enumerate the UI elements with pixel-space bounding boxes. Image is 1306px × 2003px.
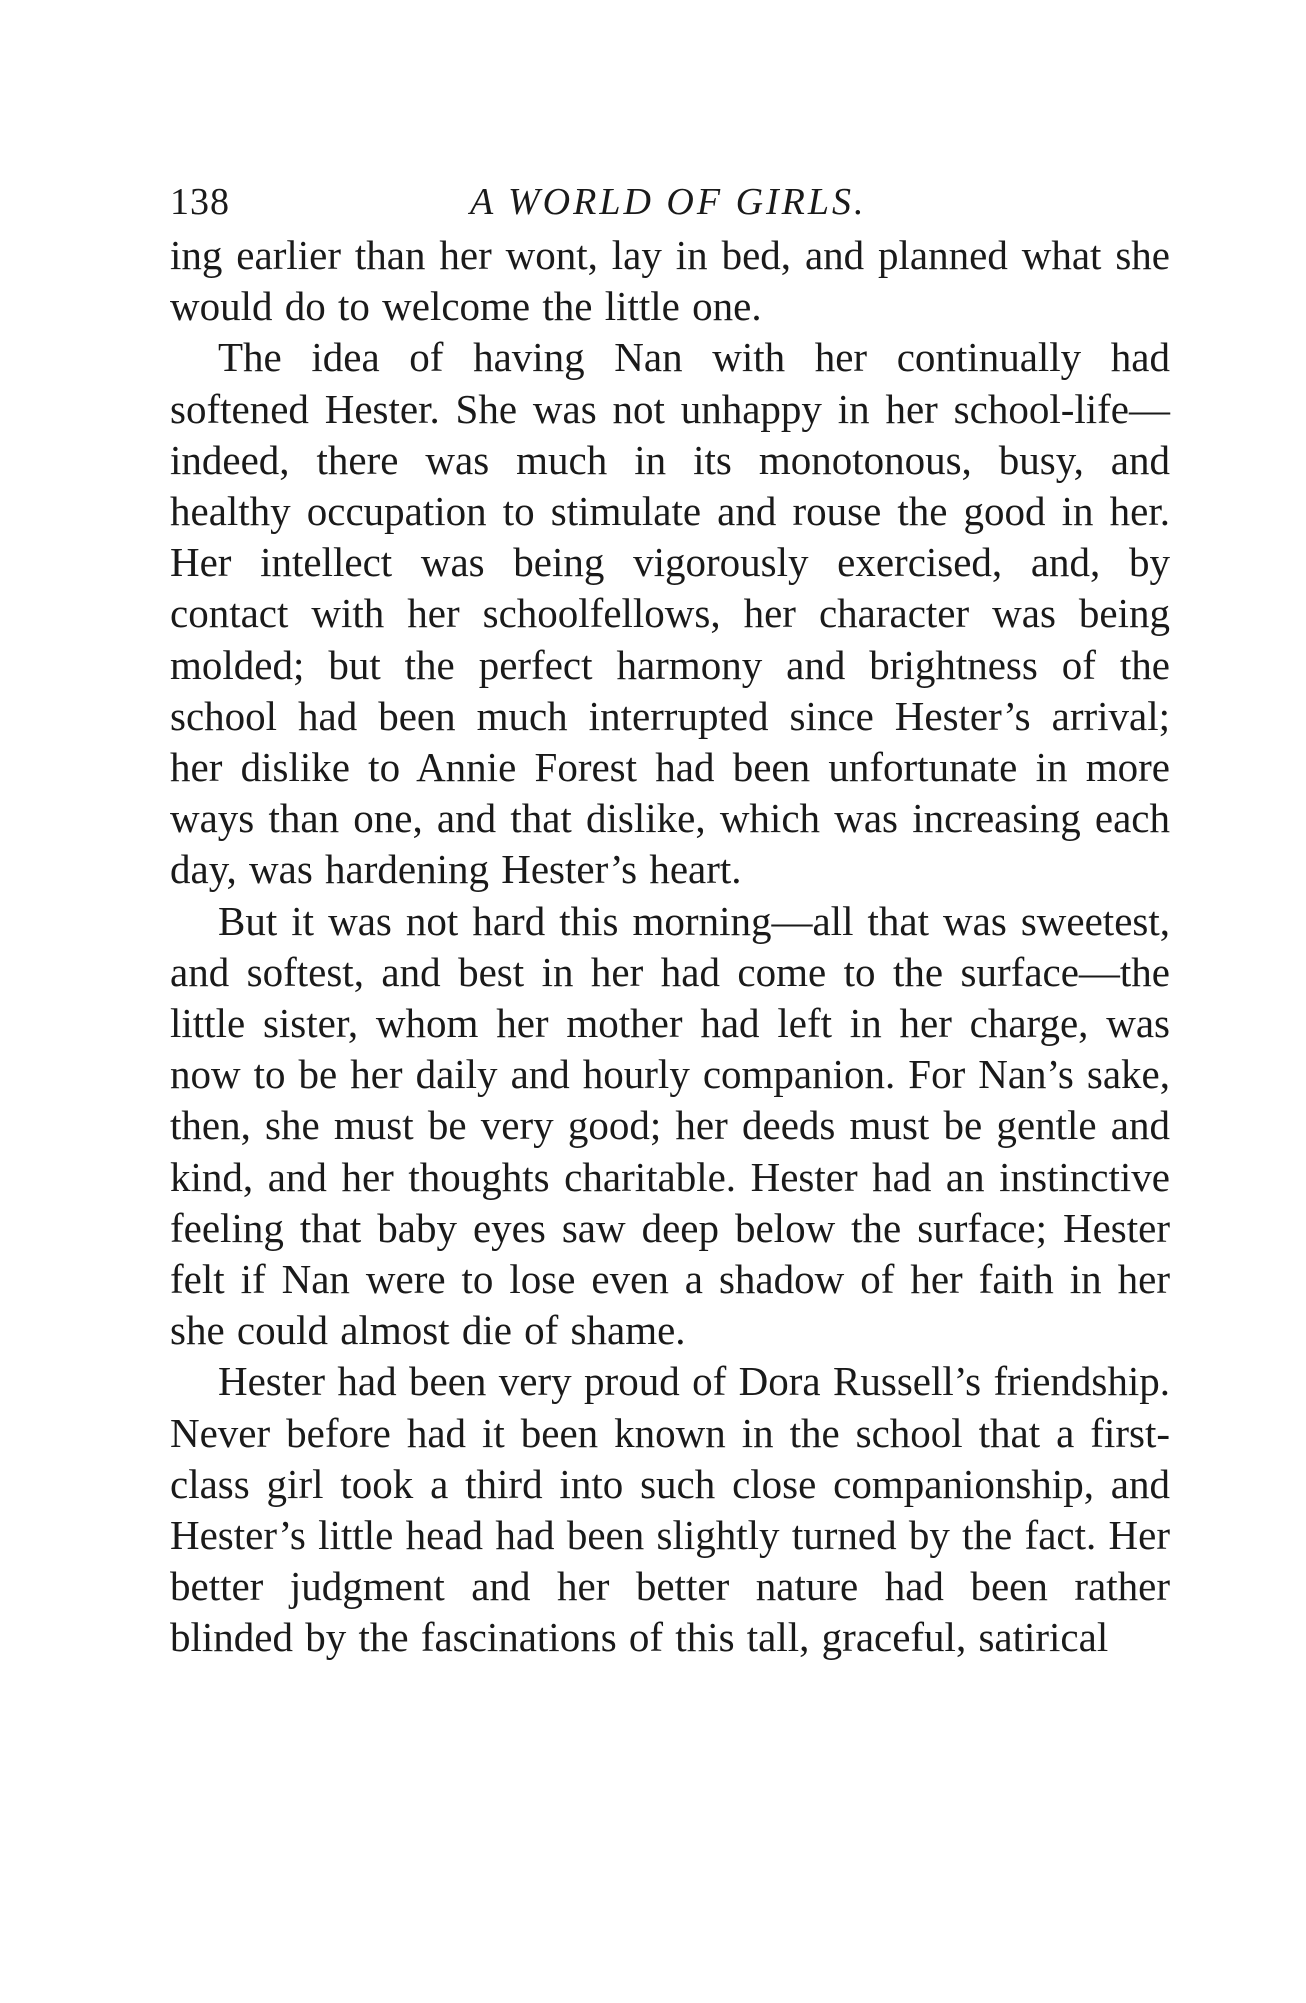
body-text bbox=[170, 230, 1170, 1664]
paragraph: Hester had been very proud of Dora Russell’s friendship. Never before had it been known in the school that a first-class girl took a third into such close companionship, and Hester’s little head had been slightly turned by the fact. Her better judgment and her better nature had been rather blinded by the fascinations of this tall, graceful, satirical bbox=[170, 1358, 1170, 1661]
running-title: A WORLD OF GIRLS. bbox=[470, 181, 867, 223]
page-number: 138 bbox=[170, 181, 230, 223]
paragraph: The idea of having Nan with her continually had softened Hester. She was not unhappy in her school-life—indeed, there was much in its monotonous, busy, and healthy occupation to stimulate and rouse the good in her. Her intellect was being vigorously exercised, and, by contact with her schoolfellows, her character was being molded; but the perfect harmony and brightness of the school had been much interrupted since Hester’s arrival; her dislike to Annie Forest had been unfortunate in more ways than one, and that dislike, which was increasing each day, was hardening Hester’s heart. bbox=[170, 334, 1170, 893]
book-page bbox=[170, 170, 1170, 1664]
running-head bbox=[170, 170, 1170, 230]
paragraph-continued: ing earlier than her wont, lay in bed, and planned what she would do to welcome the little one. bbox=[170, 232, 1170, 330]
paragraph: But it was not hard this morning—all that was sweetest, and softest, and best in her had come to the surface—the little sister, whom her mother had left in her charge, was now to be her daily and hourly companion. For Nan’s sake, then, she must be very good; her deeds must be gentle and kind, and her thoughts charitable. Hester had an instinctive feeling that baby eyes saw deep below the surface; Hester felt if Nan were to lose even a shadow of her faith in her she could almost die of shame. bbox=[170, 897, 1170, 1354]
